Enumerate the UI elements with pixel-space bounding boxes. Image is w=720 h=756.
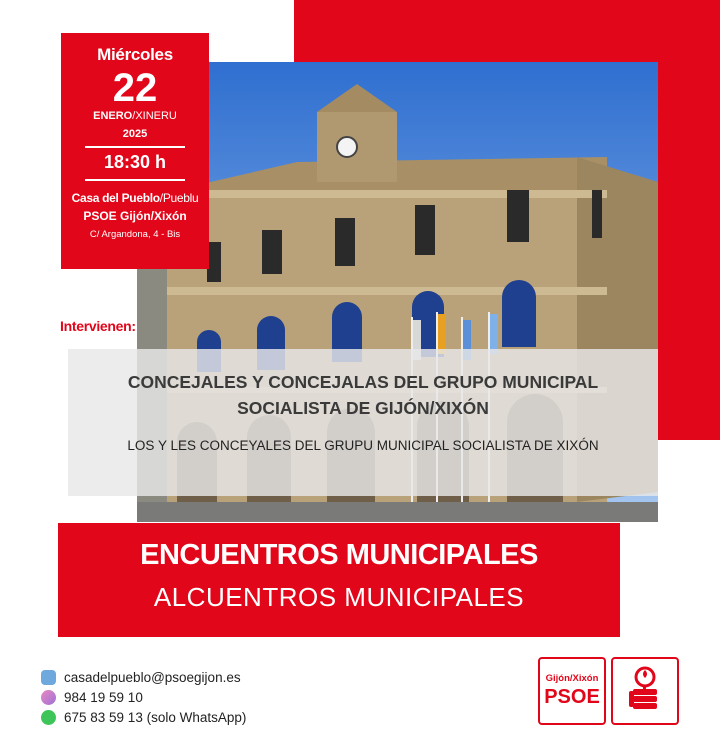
event-month-alt: XINERU <box>135 110 177 122</box>
event-title-box <box>58 523 620 637</box>
fist-rose-icon <box>623 665 667 717</box>
contact-phone[interactable] <box>41 688 143 706</box>
psoe-gijon-logo <box>538 657 606 725</box>
whatsapp-icon <box>41 710 56 725</box>
speakers-panel <box>68 349 658 496</box>
email-icon <box>41 670 56 685</box>
divider <box>85 146 185 148</box>
logo-party: PSOE <box>544 686 600 708</box>
event-weekday: Miércoles <box>97 45 173 64</box>
speakers-line-3: LOS Y LES CONCEYALES DEL GRUPU MUNICIPAL SOCIALISTA DE XIXÓN <box>127 438 599 453</box>
contact-whatsapp[interactable] <box>41 708 246 726</box>
contact-email[interactable] <box>41 668 241 686</box>
contact-email-text: casadelpueblo@psoegijon.es <box>64 669 241 685</box>
venue-alt: /Pueblu <box>159 191 199 205</box>
event-day: 22 <box>112 66 158 110</box>
speakers-label: Intervienen: <box>60 318 136 334</box>
psoe-rose-logo <box>611 657 679 725</box>
event-title: ENCUENTROS MUNICIPALES <box>140 539 538 571</box>
contact-whatsapp-text: 675 83 59 13 (solo WhatsApp) <box>64 709 247 725</box>
speakers-line-2-text: SOCIALISTA DE GIJÓN/XIXÓN <box>237 398 489 418</box>
event-month <box>61 110 209 122</box>
event-venue <box>61 191 209 205</box>
event-title-alt: ALCUENTROS MUNICIPALES <box>153 582 525 612</box>
divider <box>85 179 185 181</box>
venue-main: Casa del Pueblo <box>71 191 160 205</box>
phone-icon <box>41 690 56 705</box>
event-month-separator: / <box>132 110 136 122</box>
contact-phone-text: 984 19 59 10 <box>64 689 143 705</box>
event-month-main: ENERO <box>93 110 133 122</box>
speakers-line-1 <box>68 369 658 421</box>
logo-city: Gijón/Xixón <box>545 673 599 684</box>
event-year: 2025 <box>122 128 148 140</box>
speakers-line-1-text: CONCEJALES Y CONCEJALAS DEL GRUPO MUNICIPAL <box>127 372 599 392</box>
event-date-box <box>61 33 209 269</box>
venue-organization: PSOE Gijón/Xixón <box>83 209 187 223</box>
event-time: 18:30 h <box>103 152 167 172</box>
venue-address: C/ Argandona, 4 - Bis <box>89 229 181 240</box>
